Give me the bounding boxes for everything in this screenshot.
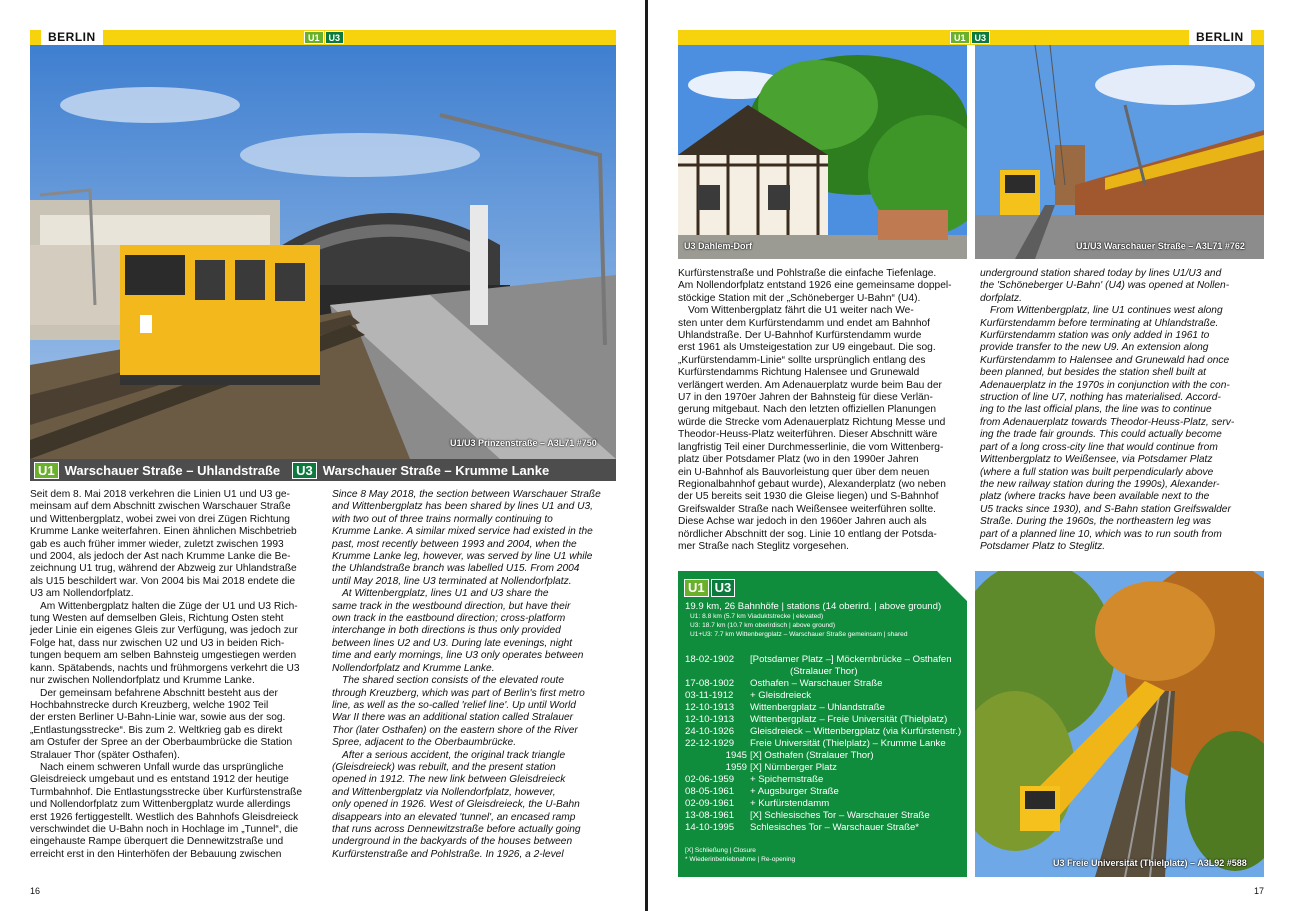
text-line: tungen bequem am selben Bahnsteig umgestiegen werden <box>30 650 297 662</box>
text-line: Since 8 May 2018, the section between Warschauer Straße <box>332 489 601 500</box>
text-line: Am Nollendorfplatz entstand 1926 eine gemeinsame doppel- <box>678 280 952 292</box>
text-line: Thor (later Osthafen) on the eastern shore of the River <box>332 724 578 736</box>
line-badges <box>950 31 990 44</box>
corner-triangle <box>937 571 967 601</box>
legend-reopening: * Wiederinbetriebnahme | Re-opening <box>685 856 796 863</box>
text-line: between lines U2 and U3. During late evenings, night <box>332 637 573 649</box>
text-line: same track in the westbound direction, but have their <box>332 600 571 612</box>
history-row: 02-09-1961 + Kurfürstendamm <box>685 798 830 809</box>
text-line: provide transfer to the new U9. An extension along <box>980 342 1209 354</box>
german-text-column <box>30 489 320 861</box>
text-line: Nach einem schweren Unfall wurde das ursprüngliche <box>40 761 284 773</box>
history-row: 13-08-1961 [X] Schlesisches Tor – Warschauer Straße <box>685 810 930 821</box>
text-line: until May 2018, line U3 terminated at Nollendorfplatz. <box>332 575 572 587</box>
text-line: From Wittenbergplatz, line U1 continues west along <box>990 305 1223 317</box>
german-text-column <box>678 268 974 553</box>
text-line: Straße. During the 1960s, the northeastern leg was <box>980 516 1212 528</box>
text-line: (where a full station was built perpendicularly above <box>980 466 1214 478</box>
u3-info-badge: U3 <box>711 579 736 597</box>
text-line: Kurfürstenstraße und Pohlstraße die einfache Tiefenlage. <box>678 268 937 279</box>
history-row: 03-11-1912 + Gleisdreieck <box>685 690 812 701</box>
text-line: from Adenauerplatz towards Theodor-Heuss-Platz, serv- <box>980 416 1235 428</box>
text-line: (Gleisdreieck) was rebuilt, and the present station <box>332 761 556 773</box>
text-line: At Wittenbergplatz, lines U1 and U3 share the <box>342 588 549 600</box>
text-line: struction of line U7, nothing has materialised. Accord- <box>980 392 1221 404</box>
text-line: own track in the eastbound direction; cross-platform <box>332 613 566 625</box>
photo-caption: U3 Dahlem-Dorf <box>684 241 753 251</box>
text-line: am Ostufer der Spree an der Oberbaumbrücke die Station <box>30 737 293 749</box>
freie-universitaet-photo <box>975 571 1264 877</box>
history-row: 1959 [X] Nürnberger Platz <box>725 762 837 773</box>
history-row: 22-12-1929 Freie Universität (Thielplatz) – Krumme Lanke <box>685 738 946 749</box>
u1-route-badge: U1 <box>34 462 59 479</box>
history-row: 14-10-1995 Schlesisches Tor – Warschauer Straße* <box>685 822 920 833</box>
history-row: 17-08-1902 Osthafen – Warschauer Straße <box>685 678 883 689</box>
text-line: the new railway station during the 1990s), Alexander- <box>980 478 1220 490</box>
main-photo <box>30 45 616 459</box>
text-line: jeder Linie ein eigenes Gleis zur Verfügung, was jedoch zur <box>30 625 298 637</box>
text-line: sten unter dem Kurfürstendamm und endet am Bahnhof <box>678 317 931 329</box>
text-line: Kurfürstendamm before terminating at Uhlandstraße. <box>980 317 1219 329</box>
text-line: only opened in 1926. West of Gleisdreieck, the U-Bahn <box>332 799 580 811</box>
text-line: Adenauerplatz in the 1970s in conjunction with the con- <box>980 379 1230 391</box>
text-line: and Wittenbergplatz via Nollendorfplatz, however, <box>332 786 556 798</box>
text-line: Greifswalder Straße nach Weißensee weiterführen sollte. <box>678 503 937 515</box>
text-line: erst 1961 als Umsteigestation zur U9 eingebaut. Die sog. <box>678 342 936 354</box>
u3-length: U3: 18.7 km (10.7 km oberirdisch | above ground) <box>690 622 836 629</box>
history-row: 08-05-1961 + Augsburger Straße <box>685 786 839 797</box>
text-line: Kurfürstendamm to Halensee and Grunewald had once <box>980 354 1230 366</box>
text-line: through Kreuzberg, which was part of Berlin's first metro <box>332 687 585 699</box>
text-line: erst 1926 fertiggestellt. Westlich des Bahnhofs Gleisdreieck <box>30 811 299 823</box>
text-line: time and early mornings, line U3 only operates between <box>332 650 584 662</box>
u1-length: U1: 8.8 km (5.7 km Viaduktstrecke | elevated) <box>690 613 824 620</box>
text-line: meinsam auf dem Abschnitt zwischen Warschauer Straße <box>30 501 291 513</box>
history-list <box>685 654 961 834</box>
text-line: line, as well as the so-called 'relief line'. Up until World <box>332 699 576 711</box>
text-line: with two out of three trains normally continuing to <box>332 513 553 525</box>
text-line: erreicht erst in den Hinterhöfen der Bebauung zwischen <box>30 848 282 860</box>
legend-closure: [X] Schließung | Closure <box>685 847 756 854</box>
text-line: gerung mitgebaut. Nach den letzten offiziellen Planungen <box>678 404 937 416</box>
text-line: Hochbahnstrecke durch Kreuzberg, welche 1902 Teil <box>30 699 269 711</box>
dahlem-photo <box>678 45 967 259</box>
text-line: verlängert werden. Am Adenauerplatz wurde beim Bau der <box>678 379 942 391</box>
text-line: Potsdamer Platz to Steglitz. <box>980 540 1106 552</box>
text-line: Spree, adjacent to the Oberbaumbrücke. <box>332 737 517 749</box>
text-line: Kurfürstenstraße and Pohlstraße. In 1926, a 2-level <box>332 848 564 860</box>
text-line: disappears into an elevated 'tunnel', an encased ramp <box>332 811 576 823</box>
text-line: Am Wittenbergplatz halten die Züge der U1 und U3 Rich- <box>40 600 298 612</box>
text-line: Krumme Lanke leg, however, was served by line U1 while <box>332 551 593 563</box>
u1-badge: U1 <box>950 31 970 44</box>
u3-badge: U3 <box>971 31 991 44</box>
text-line: Regionalbahnhof gebaut wurde), Alexanderplatz (wo neben <box>678 478 946 490</box>
text-line: Wittenbergplatz to Weißensee, via Potsdamer Platz <box>980 454 1213 466</box>
u1-route-text: Warschauer Straße – Uhlandstraße <box>64 462 281 478</box>
text-line: und 2004, als jedoch der Ast nach Krumme Lanke die Be- <box>30 551 291 563</box>
text-line: Stralauer Thor (später Osthafen). <box>30 749 180 761</box>
text-line: als U15 beschildert war. Von 2004 bis Mai 2018 endete die <box>30 575 296 587</box>
text-line: opened in 1912. The new link between Gleisdreieck <box>332 774 566 786</box>
text-line: Theodor-Heuss-Platz weiterführen. Dieser Abschnitt wäre <box>678 429 938 441</box>
text-line: Uhlandstraße. Der U-Bahnhof Kurfürstendamm wurde <box>678 330 922 342</box>
page-number: 17 <box>1254 886 1265 896</box>
text-line: Seit dem 8. Mai 2018 verkehren die Linien U1 und U3 ge- <box>30 489 290 500</box>
photo-caption: U1/U3 Warschauer Straße – A3L71 #762 <box>1076 241 1245 251</box>
text-line: that runs across Dennewitzstraße before actually going <box>332 823 581 835</box>
text-line: ein U-Bahnhof als Bauvorleistung quer über dem neuen <box>678 466 930 478</box>
english-text-column <box>332 489 622 861</box>
history-row: (Stralauer Thor) <box>790 666 858 677</box>
line-info-box <box>678 571 967 877</box>
text-line: gab es auch früher immer wieder, zuletzt zwischen 1993 <box>30 538 284 550</box>
text-line: been planned, but besides the station shell built at <box>980 367 1206 379</box>
text-line: After a serious accident, the original track triangle <box>342 749 566 761</box>
text-line: ing to the last official plans, the line was to continue <box>980 404 1212 416</box>
text-line: eingehauste Rampe überquert die Dennewitzstraße und <box>30 836 284 848</box>
text-line: der ersten Berliner U-Bahn-Linie war, sowie aus der sog. <box>30 712 286 724</box>
u3-route-badge: U3 <box>292 462 317 479</box>
text-line: tung Westen auf demselben Gleis, Richtung Osten steht <box>30 613 284 625</box>
text-line: würde die Strecke vom Adenauerplatz Richtung Messe und <box>678 416 946 428</box>
english-text-column <box>980 268 1270 553</box>
city-label: BERLIN <box>1189 30 1251 45</box>
text-line: Gleisdreieck umgebaut und es entstand 1912 der heutige <box>30 774 289 786</box>
route-bar <box>30 459 616 481</box>
warschauer-photo <box>975 45 1264 259</box>
u3-route-text: Warschauer Straße – Krumme Lanke <box>322 462 550 478</box>
text-line: Folge hat, dass nur zwischen U2 und U3 in beiden Rich- <box>30 637 285 649</box>
text-line: platz über Potsdamer Platz (wo in den 1990er Jahren <box>678 454 919 466</box>
text-line: dorfplatz. <box>980 292 1022 304</box>
text-line: „Kurfürstendamm-Linie“ sollte ursprünglich entlang des <box>678 354 926 366</box>
text-line: „Entlastungsstrecke“. Bis zum 2. Weltkrieg gab es direkt <box>30 724 283 736</box>
text-line: verschwindet die U-Bahn noch in Hochlage im „Tunnel“, die <box>30 823 299 835</box>
text-line: mer Straße nach Steglitz vorgesehen. <box>678 540 850 552</box>
text-line: underground station shared today by lines U1/U3 and <box>980 268 1222 279</box>
text-line: ing the trade fair grounds. This could actually become <box>980 429 1222 441</box>
history-row: 02-06-1959 + Spichernstraße <box>685 774 824 785</box>
history-row: 12-10-1913 Wittenbergplatz – Uhlandstraße <box>685 702 885 713</box>
u1-info-badge: U1 <box>684 579 709 597</box>
history-row: 12-10-1913 Wittenbergplatz – Freie Universität (Thielplatz) <box>685 714 948 725</box>
text-line: and Wittenbergplatz has been shared by lines U1 and U3, <box>332 501 593 513</box>
info-badges <box>684 579 735 597</box>
line-summary: 19.9 km, 26 Bahnhöfe | stations (14 oberird. | above ground) <box>685 601 942 612</box>
history-row: 18-02-1902 [Potsdamer Platz –] Möckernbrücke – Osthafen <box>685 654 952 665</box>
history-row: 1945 [X] Osthafen (Stralauer Thor) <box>725 750 874 761</box>
text-line: Kurfürstendamm station was only added in 1961 to <box>980 330 1210 342</box>
text-line: U5 tracks since 1930), and S-Bahn station Greifswalder <box>980 503 1231 515</box>
left-page <box>0 0 645 911</box>
u1-badge: U1 <box>304 31 324 44</box>
photo-caption: U3 Freie Universität (Thielplatz) – A3L92 #588 <box>1053 858 1247 868</box>
text-line: langfristig Teil einer Durchmesserlinie, die vom Wittenberg- <box>678 441 944 453</box>
text-line: platz (where tracks have been available next to the <box>980 491 1210 503</box>
text-line: kann. Spätabends, nachts und frühmorgens verkehrt die U3 <box>30 662 300 674</box>
text-line: part of a planned line 10, which was to run south from <box>980 528 1222 540</box>
text-line: Vom Wittenbergplatz fährt die U1 weiter nach We- <box>688 305 914 317</box>
text-line: Krumme Lanke. A similar mixed service had existed in the <box>332 526 593 538</box>
text-line: Nollendorfplatz and Krumme Lanke. <box>332 662 495 674</box>
text-line: Der gemeinsam befahrene Abschnitt besteht aus der <box>40 687 278 699</box>
text-line: nördlicher Abschnitt der sog. Linie 10 entlang der Potsda- <box>678 528 937 540</box>
text-line: interchange in both directions is thus only provided <box>332 625 561 637</box>
history-row: 24-10-1926 Gleisdreieck – Wittenbergplatz (via Kurfürstenstr.) <box>685 726 962 737</box>
text-line: War II there was an additional station called Stralauer <box>332 712 574 724</box>
text-line: stöckige Station mit der „Schöneberger U-Bahn“ (U4). <box>678 292 921 304</box>
text-line: Diese Achse war jedoch in den 1960er Jahren auch als <box>678 516 927 528</box>
page-number: 16 <box>30 886 41 896</box>
text-line: zeichnung U1 trug, während der Abzweig zur Uhlandstraße <box>30 563 297 575</box>
line-badges <box>304 31 344 44</box>
text-line: part of a long cross-city line that would continue from <box>980 441 1218 453</box>
u3-badge: U3 <box>325 31 345 44</box>
text-line: underground in the backyards of the houses between <box>332 836 573 848</box>
text-line: Krumme Lanke weiterfahren. Einen ähnlichen Mischbetrieb <box>30 526 297 538</box>
text-line: U7 in den 1970er Jahren der Bahnsteig für diese Verlän- <box>678 392 933 404</box>
text-line: Turmbahnhof. Die Entlastungsstrecke über Kurfürstenstraße <box>30 786 302 798</box>
city-label: BERLIN <box>41 30 103 45</box>
text-line: the 'Schöneberger U-Bahn' (U4) was opened at Nollen- <box>980 280 1230 292</box>
prinzenstrasse-photo <box>30 45 616 459</box>
text-line: und Nollendorfplatz zum Wittenbergplatz wurde allerdings <box>30 799 291 811</box>
text-line: Kurfürstendamms Richtung Halensee und Grunewald <box>678 367 920 379</box>
shared-length: U1+U3: 7.7 km Wittenbergplatz – Warschauer Straße gemeinsam | shared <box>690 631 908 638</box>
text-line: nur zwischen Nollendorfplatz und Krumme Lanke. <box>30 675 255 687</box>
photo-caption: U1/U3 Prinzenstraße – A3L71 #750 <box>450 438 597 448</box>
text-line: The shared section consists of the elevated route <box>342 675 564 687</box>
text-line: the Uhlandstraße branch was labelled U15. From 2004 <box>332 563 580 575</box>
text-line: U3 am Nollendorfplatz. <box>30 588 134 600</box>
text-line: past, most recently between 1993 and 2004, when the <box>332 538 577 550</box>
text-line: der U5 bereits seit 1930 die Gleise liegen) und S-Bahnhof <box>678 491 939 503</box>
text-line: und Wittenbergplatz, wobei zwei von drei Zügen Richtung <box>30 513 290 525</box>
